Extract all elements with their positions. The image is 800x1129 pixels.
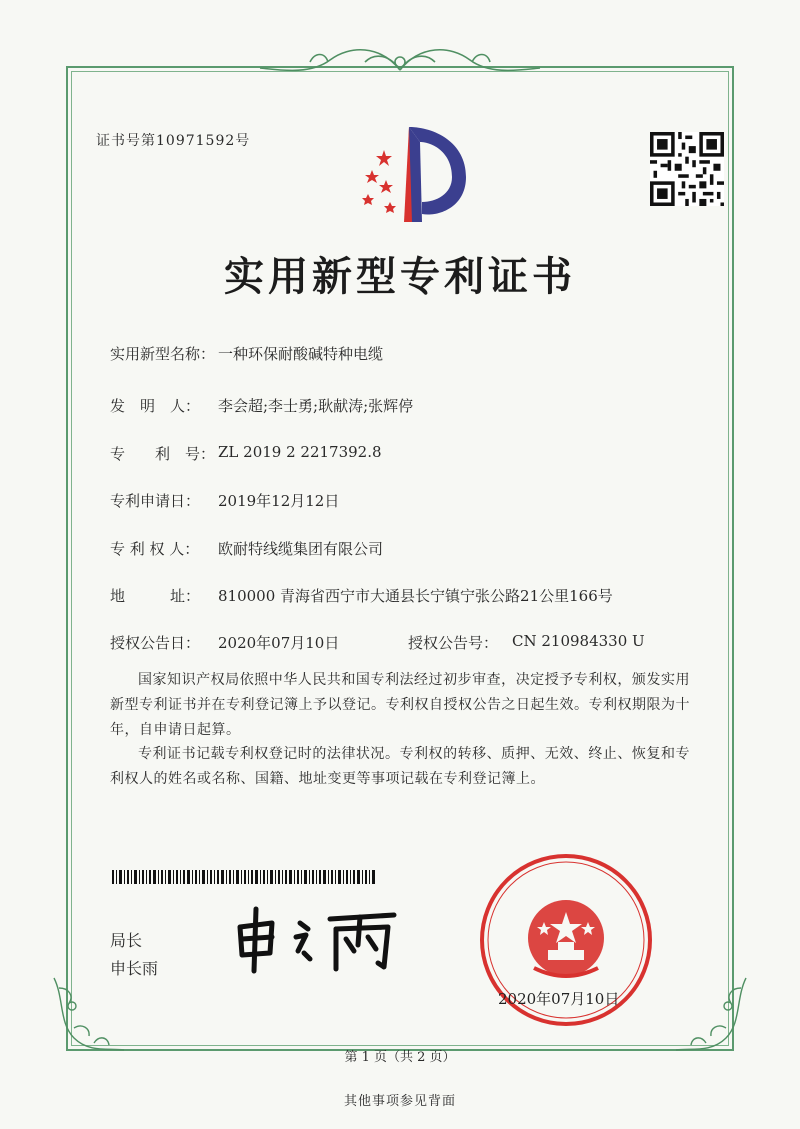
grant-announcement-number: CN 210984330 U (512, 632, 645, 650)
certificate-number: 证书号第10971592号 (96, 133, 251, 149)
page-title: 实用新型专利证书 (224, 253, 576, 300)
qr-code-icon (650, 132, 724, 206)
patent-number-label: 专 利 号： (110, 445, 216, 463)
director-name: 申长雨 (110, 959, 159, 978)
seal-date: 2020年07月10日 (498, 990, 620, 1008)
director-title: 局长 (110, 931, 143, 950)
page-indicator: 第 1 页（共 2 页） (344, 1050, 456, 1065)
patentee: 欧耐特线缆集团有限公司 (218, 540, 384, 558)
grant-announcement-date-label: 授权公告日： (110, 634, 201, 652)
body-paragraph-1: 国家知识产权局依照中华人民共和国专利法经过初步审查，决定授予专利权，颁发实用新型专利证书并在专利登记簿上予以登记。专利权自授权公告之日起生效。专利权期限为十年，自申请日起算。 (110, 672, 690, 738)
grant-announcement-date: 2020年07月10日 (218, 634, 340, 652)
bottom-right-ornament-icon (666, 968, 756, 1058)
top-ornament-icon (250, 40, 550, 80)
utility-model-name-label: 实用新型名称： (110, 345, 216, 363)
address-label: 地 址： (110, 587, 201, 605)
filing-date-label: 专利申请日： (110, 492, 201, 510)
inventors: 李会超;李士勇;耿献涛;张辉停 (218, 397, 414, 415)
body-paragraph-2: 专利证书记载专利权登记时的法律状况。专利权的转移、质押、无效、终止、恢复和专利权人的姓名或名称、国籍、地址变更等事项记载在专利登记簿上。 (110, 746, 690, 787)
footer-note: 其他事项参见背面 (343, 1094, 456, 1109)
utility-model-name: 一种环保耐酸碱特种电缆 (218, 345, 384, 363)
address: 810000 青海省西宁市大通县长宁镇宁张公路21公里166号 (218, 587, 613, 605)
patent-number: ZL 2019 2 2217392.8 (218, 443, 382, 461)
director-signature-icon (232, 905, 412, 975)
patentee-label: 专 利 权 人： (110, 540, 200, 558)
grant-announcement-number-label: 授权公告号： (408, 634, 499, 652)
inventor-label: 发 明 人： (110, 397, 201, 415)
bottom-left-ornament-icon (44, 968, 134, 1058)
barcode-icon (112, 870, 377, 884)
cnipa-logo-icon (354, 122, 474, 232)
filing-date: 2019年12月12日 (218, 492, 340, 510)
